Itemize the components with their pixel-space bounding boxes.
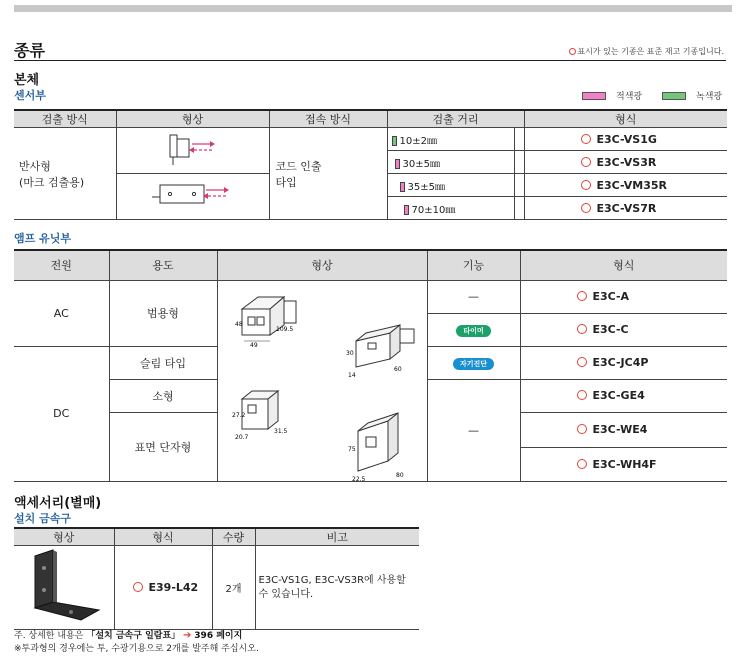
svg-text:20.7: 20.7 <box>234 433 248 441</box>
method-line2: (마크 검출용) <box>19 175 85 189</box>
amp-subheading: 앰프 유닛부 <box>14 232 71 245</box>
distance-spacer <box>504 128 514 151</box>
red-bar <box>400 182 405 192</box>
svg-text:22.5: 22.5 <box>351 475 365 481</box>
connection-line1: 코드 인출 <box>275 159 322 173</box>
standard-stock-icon <box>581 180 591 190</box>
amp-ge4-drawing <box>232 391 288 441</box>
header-distance: 검출 거리 <box>387 110 524 128</box>
header-connection: 접속 방식 <box>269 110 387 128</box>
svg-text:75: 75 <box>347 445 356 453</box>
svg-text:14: 14 <box>347 371 356 379</box>
standard-stock-icon <box>577 357 587 367</box>
model-row: E3C-VS1G <box>524 128 727 151</box>
standard-stock-icon <box>577 291 587 301</box>
distance-spacer <box>504 197 514 220</box>
distance-spacer <box>504 151 514 174</box>
standard-stock-icon <box>577 459 587 469</box>
sensor-vs-icon <box>148 129 238 169</box>
connection-line2: 타입 <box>275 175 297 189</box>
header-shape: 형상 <box>116 110 269 128</box>
standard-stock-icon <box>577 424 587 434</box>
method-line1: 반사형 <box>19 159 51 173</box>
self-diagnosis-badge: 자기진단 <box>453 358 494 370</box>
accessory-table <box>14 527 419 630</box>
distance-cell: 35±5㎜ <box>387 174 504 197</box>
footnote-1: 주. 상세한 내용은 「설치 금속구 일람표」 ➔ 396 페이지 <box>14 630 243 641</box>
header-shape: 형상 <box>14 528 114 546</box>
svg-text:27.2: 27.2 <box>231 411 245 419</box>
use-slim: 슬림 타입 <box>109 346 217 380</box>
amp-shape-cell <box>217 280 427 481</box>
connection-cell <box>269 128 387 220</box>
body-heading: 본체 <box>14 73 40 88</box>
header-model: 형식 <box>114 528 212 546</box>
sensor-table <box>14 109 727 220</box>
header-qty: 수량 <box>212 528 255 546</box>
timer-badge: 타이머 <box>456 325 490 337</box>
model-row: E3C-A <box>520 280 727 313</box>
amp-c-drawing <box>346 325 414 379</box>
qty-cell: 2개 <box>212 546 255 630</box>
distance-cell: 10±2㎜ <box>387 128 504 151</box>
header-use: 용도 <box>109 250 217 280</box>
green-bar <box>392 136 397 146</box>
svg-text:31.5: 31.5 <box>273 427 287 435</box>
sensor-shape-long <box>116 174 269 220</box>
header-power: 전원 <box>14 250 109 280</box>
distance-cell: 30±5㎜ <box>387 151 504 174</box>
header-remark: 비고 <box>255 528 419 546</box>
standard-stock-icon <box>581 203 591 213</box>
standard-stock-icon <box>581 157 591 167</box>
header-method: 검출 방식 <box>14 110 116 128</box>
power-ac: AC <box>14 280 109 346</box>
title-rule <box>14 60 726 61</box>
svg-text:80: 80 <box>395 471 404 479</box>
use-general: 범용형 <box>109 280 217 346</box>
distance-spacer <box>514 174 524 197</box>
footnote-2: ※투과형의 경우에는 투, 수광기용으로 2개를 발주해 주십시오. <box>14 644 259 654</box>
sensor-subheading: 센서부 <box>14 89 46 102</box>
amp-a-drawing <box>235 297 296 349</box>
function-diag-cell <box>427 346 520 380</box>
svg-text:49: 49 <box>249 341 258 349</box>
svg-text:60: 60 <box>393 365 402 373</box>
standard-stock-icon <box>581 134 591 144</box>
amp-drawings <box>218 281 428 481</box>
bracket-subheading: 설치 금속구 <box>14 512 71 525</box>
method-cell <box>14 128 116 220</box>
remark-cell: E3C-VS1G, E3C-VS3R에 사용할 수 있습니다. <box>255 546 419 630</box>
header-model: 형식 <box>524 110 727 128</box>
standard-stock-note: 표시가 있는 기종은 표준 재고 기종입니다. <box>569 46 724 57</box>
header-function: 기능 <box>427 250 520 280</box>
model-row: E3C-VS3R <box>524 151 727 174</box>
model-row: E3C-JC4P <box>520 346 727 380</box>
amp-table <box>14 249 727 482</box>
page-title: 종류 <box>14 41 45 60</box>
standard-stock-icon <box>577 390 587 400</box>
function-none: — <box>427 380 520 481</box>
accessory-heading: 액세서리(별매) <box>14 496 102 511</box>
legend-green: 녹색광 <box>662 89 722 102</box>
bracket-shape-cell <box>14 546 114 630</box>
model-row: E3C-GE4 <box>520 380 727 413</box>
distance-cell: 70±10㎜ <box>387 197 504 220</box>
green-light-swatch <box>662 92 686 100</box>
red-bar <box>404 205 409 215</box>
standard-stock-icon <box>569 48 576 55</box>
model-row: E3C-WE4 <box>520 412 727 447</box>
distance-spacer <box>504 174 514 197</box>
header-shape: 형상 <box>217 250 427 280</box>
function-timer-cell <box>427 313 520 346</box>
distance-spacer <box>514 151 524 174</box>
distance-spacer <box>514 197 524 220</box>
bracket-image <box>19 546 109 626</box>
distance-spacer <box>514 128 524 151</box>
function-none: — <box>427 280 520 313</box>
amp-we4-drawing <box>348 413 404 481</box>
red-bar <box>395 159 400 169</box>
bracket-list-link[interactable]: 「설치 금속구 일람표」 <box>86 631 181 641</box>
sensor-shape-small <box>116 128 269 174</box>
model-row: E3C-VM35R <box>524 174 727 197</box>
standard-stock-icon <box>577 324 587 334</box>
use-surface-terminal: 표면 단자형 <box>109 412 217 481</box>
sensor-vm-icon <box>148 175 238 215</box>
top-bar <box>14 5 732 12</box>
svg-text:109.5: 109.5 <box>275 325 293 333</box>
arrow-right-icon: ➔ <box>183 630 192 641</box>
model-row: E3C-VS7R <box>524 197 727 220</box>
model-row: E3C-C <box>520 313 727 346</box>
power-dc: DC <box>14 346 109 481</box>
model-row: E3C-WH4F <box>520 447 727 481</box>
legend-red: 적색광 <box>582 89 642 102</box>
standard-stock-icon <box>133 582 143 592</box>
svg-text:48: 48 <box>234 320 243 328</box>
model-cell: E39-L42 <box>114 546 212 630</box>
svg-text:30: 30 <box>345 349 354 357</box>
red-light-swatch <box>582 92 606 100</box>
use-small: 소형 <box>109 380 217 413</box>
header-model: 형식 <box>520 250 727 280</box>
